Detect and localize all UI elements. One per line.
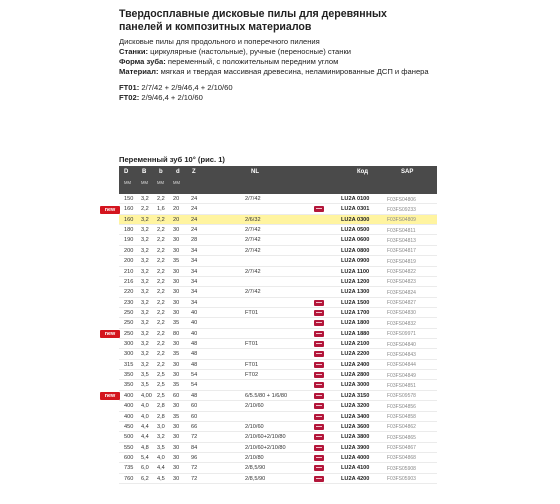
- ft01-value: 2/7/42 + 2/9/46,4 + 2/10/60: [139, 83, 233, 92]
- cell-b: 3,0: [157, 423, 165, 430]
- cell-B: 3,2: [141, 299, 149, 306]
- cell-NL: 2/8,5/90: [245, 475, 266, 482]
- cell-Z: 72: [191, 475, 198, 482]
- cell-NL: 2/8,5/90: [245, 465, 266, 472]
- cell-kod: LU2A 0301: [341, 206, 370, 213]
- table-row: [119, 463, 437, 473]
- cell-Z: 60: [191, 413, 198, 420]
- cell-sap: F03FS04813: [387, 237, 416, 244]
- cell-Z: 40: [191, 320, 198, 327]
- table-row: [119, 401, 437, 411]
- brand-logo-icon: [314, 455, 324, 461]
- header-NL: NL: [251, 169, 259, 175]
- cell-d: 35: [173, 351, 180, 358]
- cell-D: 600: [124, 454, 134, 461]
- cell-d: 35: [173, 413, 180, 420]
- cell-kod: LU2A 4200: [341, 475, 370, 482]
- cell-d: 80: [173, 330, 180, 337]
- cell-kod: LU2A 0900: [341, 258, 370, 265]
- cell-D: 400: [124, 392, 134, 399]
- cell-B: 3,2: [141, 341, 149, 348]
- cell-NL: 2/7/42: [245, 196, 261, 202]
- brand-logo-icon: [314, 372, 324, 378]
- cell-kod: LU2A 3400: [341, 413, 370, 420]
- cell-kod: LU2A 0800: [341, 247, 370, 254]
- cell-d: 60: [173, 392, 180, 399]
- cell-d: 30: [173, 403, 180, 410]
- table-row: [119, 267, 437, 277]
- cell-Z: 66: [191, 423, 198, 430]
- cell-D: 450: [124, 423, 134, 430]
- cell-kod: LU2A 4100: [341, 465, 370, 472]
- cell-Z: 48: [191, 392, 198, 399]
- header-sap: SAP: [401, 169, 414, 175]
- cell-b: 3,2: [157, 434, 165, 441]
- table-row: [119, 287, 437, 297]
- table-row: [119, 360, 437, 370]
- table-row: [119, 277, 437, 287]
- table-row: [119, 204, 437, 214]
- cell-sap: F03FS04817: [387, 248, 416, 255]
- table-title: Переменный зуб 10° (рис. 1): [119, 155, 225, 164]
- cell-B: 4,0: [141, 413, 149, 420]
- cell-kod: LU2A 3900: [341, 444, 370, 451]
- cell-NL: 2/10/60+2/10/80: [245, 444, 286, 451]
- cell-sap: F03FS04867: [387, 445, 416, 452]
- cell-D: 200: [124, 258, 134, 265]
- cell-d: 30: [173, 454, 180, 461]
- new-badge: new: [100, 206, 120, 214]
- cell-NL: 2/7/42: [245, 289, 261, 296]
- cell-D: 250: [124, 330, 134, 337]
- cell-sap: F03FS04819: [387, 258, 416, 265]
- cell-NL: FT01: [245, 361, 259, 368]
- cell-b: 2,5: [157, 382, 165, 389]
- brand-logo-icon: [314, 300, 324, 306]
- cell-kod: LU2A 3200: [341, 403, 370, 410]
- cell-Z: 40: [191, 309, 198, 316]
- cell-D: 315: [124, 361, 134, 368]
- new-badge: new: [100, 392, 120, 400]
- unit-B: MM: [141, 180, 148, 185]
- cell-sap: F03FS04811: [387, 227, 416, 234]
- table-row: [119, 380, 437, 390]
- cell-Z: 54: [191, 382, 198, 389]
- brand-logo-icon: [314, 331, 324, 337]
- cell-sap: F03FS04856: [387, 403, 416, 410]
- cell-kod: LU2A 1800: [341, 320, 370, 327]
- cell-D: 400: [124, 413, 134, 420]
- cell-B: 3,2: [141, 330, 149, 337]
- unit-D: MM: [124, 180, 131, 185]
- material-value: мягкая и твердая массивная древесина, неламинированные ДСП и фанера: [158, 67, 429, 76]
- brand-logo-icon: [314, 310, 324, 316]
- cell-D: 500: [124, 434, 134, 441]
- stanki-value: циркулярные (настольные), ручные (переносные) станки: [148, 47, 352, 56]
- cell-D: 250: [124, 309, 134, 316]
- table-row: [119, 349, 437, 359]
- cell-d: 20: [173, 216, 180, 223]
- cell-kod: LU2A 0500: [341, 227, 370, 234]
- stanki-label: Станки:: [119, 47, 149, 56]
- unit-d: MM: [173, 180, 180, 185]
- brand-logo-icon: [314, 434, 324, 440]
- cell-Z: 72: [191, 434, 198, 441]
- cell-B: 2,2: [141, 206, 149, 213]
- cell-b: 3,5: [157, 444, 165, 451]
- brand-logo-icon: [314, 382, 324, 388]
- cell-NL: 2/10/60: [245, 423, 264, 430]
- cell-D: 350: [124, 382, 134, 389]
- cell-sap: F03FS09578: [387, 393, 416, 400]
- table-row: [119, 422, 437, 432]
- description-material: [119, 67, 429, 77]
- cell-B: 3,2: [141, 289, 149, 296]
- cell-NL: 2/7/42: [245, 237, 261, 244]
- cell-B: 5,4: [141, 454, 149, 461]
- cell-B: 6,0: [141, 465, 149, 472]
- description-stanki: [119, 47, 429, 57]
- forma-value: переменный, с положительным передним углом: [165, 57, 339, 66]
- cell-d: 30: [173, 278, 180, 285]
- cell-d: 30: [173, 423, 180, 430]
- cell-kod: LU2A 2800: [341, 372, 370, 379]
- cell-B: 3,2: [141, 237, 149, 244]
- table-row: [119, 256, 437, 266]
- cell-kod: LU2A 0100: [341, 196, 370, 202]
- cell-d: 30: [173, 268, 180, 275]
- cell-B: 3,2: [141, 320, 149, 327]
- cell-sap: F03FS04840: [387, 341, 416, 348]
- cell-B: 3,2: [141, 216, 149, 223]
- cell-sap: F03FS04862: [387, 424, 416, 431]
- cell-Z: 34: [191, 289, 198, 296]
- cell-sap: F03FS04823: [387, 279, 416, 286]
- cell-D: 550: [124, 444, 134, 451]
- cell-B: 3,2: [141, 196, 149, 202]
- table-row: [119, 194, 437, 204]
- cell-kod: LU2A 2400: [341, 361, 370, 368]
- cell-d: 30: [173, 361, 180, 368]
- cell-D: 735: [124, 465, 134, 472]
- table-row: [119, 391, 437, 401]
- cell-D: 180: [124, 227, 134, 234]
- cell-sap: F03FS04844: [387, 362, 416, 369]
- ft02-value: 2/9/46,4 + 2/10/60: [139, 93, 203, 102]
- cell-b: 2,5: [157, 372, 165, 379]
- ft01-label: FT01:: [119, 83, 140, 92]
- cell-d: 20: [173, 196, 180, 202]
- cell-d: 30: [173, 434, 180, 441]
- cell-D: 200: [124, 247, 134, 254]
- forma-label: Форма зуба:: [119, 57, 166, 66]
- cell-b: 2,2: [157, 278, 165, 285]
- cell-Z: 24: [191, 206, 198, 213]
- table-row: [119, 329, 437, 339]
- cell-B: 3,2: [141, 309, 149, 316]
- cell-NL: 2/7/42: [245, 268, 261, 275]
- cell-b: 4,4: [157, 465, 165, 472]
- cell-NL: FT01: [245, 309, 259, 316]
- brand-logo-icon: [314, 414, 324, 420]
- cell-NL: 2/6/32: [245, 216, 261, 223]
- cell-b: 2,2: [157, 351, 165, 358]
- cell-b: 2,2: [157, 216, 165, 223]
- cell-Z: 34: [191, 278, 198, 285]
- description-line: Дисковые пилы для продольного и поперечного пиления: [119, 37, 320, 46]
- cell-b: 2,8: [157, 403, 165, 410]
- cell-NL: 2/10/60+2/10/80: [245, 434, 286, 441]
- cell-NL: FT02: [245, 372, 259, 379]
- material-label: Материал:: [119, 67, 159, 76]
- cell-Z: 60: [191, 403, 198, 410]
- cell-D: 300: [124, 351, 134, 358]
- cell-Z: 24: [191, 196, 198, 202]
- cell-sap: F03FS04824: [387, 289, 416, 296]
- cell-B: 3,2: [141, 258, 149, 265]
- cell-b: 4,0: [157, 454, 165, 461]
- table-row: [119, 246, 437, 256]
- table-row: [119, 443, 437, 453]
- cell-b: 2,2: [157, 299, 165, 306]
- cell-b: 2,2: [157, 341, 165, 348]
- code-ft02: [119, 93, 233, 103]
- cell-NL: 2/10/80: [245, 454, 264, 461]
- cell-kod: LU2A 1880: [341, 330, 370, 337]
- cell-kod: LU2A 2100: [341, 341, 370, 348]
- cell-d: 35: [173, 320, 180, 327]
- brand-logo-icon: [314, 465, 324, 471]
- brand-logo-icon: [314, 476, 324, 482]
- code-ft01: [119, 83, 233, 93]
- cell-sap: F03FS04827: [387, 300, 416, 307]
- cell-B: 3,2: [141, 278, 149, 285]
- cell-B: 4,0: [141, 403, 149, 410]
- cell-sap: F03FS04843: [387, 351, 416, 358]
- description: [119, 37, 429, 77]
- cell-d: 30: [173, 309, 180, 316]
- cell-Z: 34: [191, 258, 198, 265]
- cell-B: 3,2: [141, 268, 149, 275]
- cell-Z: 28: [191, 237, 198, 244]
- brand-logo-icon: [314, 206, 324, 212]
- cell-D: 210: [124, 268, 134, 275]
- cell-D: 160: [124, 216, 134, 223]
- cell-D: 220: [124, 289, 134, 296]
- cell-b: 2,2: [157, 247, 165, 254]
- header-b: b: [159, 169, 163, 175]
- table-row: [119, 308, 437, 318]
- cell-B: 3,2: [141, 351, 149, 358]
- cell-B: 4,8: [141, 444, 149, 451]
- table-row: [119, 474, 437, 484]
- cell-kod: LU2A 1200: [341, 278, 370, 285]
- cell-d: 35: [173, 258, 180, 265]
- table-row: [119, 412, 437, 422]
- cell-D: 350: [124, 372, 134, 379]
- cell-sap: F03FS04868: [387, 455, 416, 462]
- cell-b: 2,2: [157, 330, 165, 337]
- table-header: [119, 166, 437, 194]
- cell-D: 230: [124, 299, 134, 306]
- table-row: [119, 298, 437, 308]
- cell-sap: F03FS05908: [387, 465, 416, 472]
- table-row: [119, 225, 437, 235]
- cell-b: 4,5: [157, 475, 165, 482]
- cell-d: 35: [173, 382, 180, 389]
- cell-B: 4,4: [141, 423, 149, 430]
- cell-B: 3,2: [141, 247, 149, 254]
- cell-d: 30: [173, 237, 180, 244]
- tooth-codes: [119, 83, 233, 103]
- cell-D: 250: [124, 320, 134, 327]
- cell-sap: F03FS04865: [387, 434, 416, 441]
- cell-b: 1,6: [157, 206, 165, 213]
- cell-Z: 34: [191, 299, 198, 306]
- cell-kod: LU2A 1500: [341, 299, 370, 306]
- cell-sap: F03FS09233: [387, 206, 416, 213]
- cell-b: 2,2: [157, 289, 165, 296]
- cell-d: 30: [173, 227, 180, 234]
- brand-logo-icon: [314, 445, 324, 451]
- cell-b: 2,2: [157, 196, 165, 202]
- brand-logo-icon: [314, 341, 324, 347]
- cell-sap: F03FS09971: [387, 331, 416, 338]
- cell-b: 2,2: [157, 320, 165, 327]
- cell-sap: F03FS04806: [387, 196, 416, 203]
- table-row: [119, 432, 437, 442]
- cell-sap: F03FS04858: [387, 414, 416, 421]
- cell-D: 216: [124, 278, 134, 285]
- cell-d: 30: [173, 289, 180, 296]
- brand-logo-icon: [314, 393, 324, 399]
- table-row: [119, 215, 437, 225]
- cell-NL: FT01: [245, 341, 259, 348]
- cell-sap: F03FS04851: [387, 382, 416, 389]
- cell-B: 6,2: [141, 475, 149, 482]
- cell-Z: 24: [191, 216, 198, 223]
- cell-d: 20: [173, 206, 180, 213]
- brand-logo-icon: [314, 403, 324, 409]
- cell-sap: F03FS04849: [387, 372, 416, 379]
- cell-b: 2,2: [157, 237, 165, 244]
- cell-Z: 34: [191, 268, 198, 275]
- header-d: d: [176, 169, 180, 175]
- cell-Z: 48: [191, 351, 198, 358]
- cell-D: 190: [124, 237, 134, 244]
- cell-d: 30: [173, 341, 180, 348]
- cell-b: 2,8: [157, 413, 165, 420]
- cell-NL: 2/10/60: [245, 403, 264, 410]
- cell-b: 2,5: [157, 392, 165, 399]
- cell-D: 300: [124, 341, 134, 348]
- table-row: [119, 318, 437, 328]
- cell-kod: LU2A 4000: [341, 454, 370, 461]
- cell-Z: 54: [191, 372, 198, 379]
- table-body: [119, 194, 437, 484]
- cell-Z: 24: [191, 227, 198, 234]
- cell-d: 30: [173, 372, 180, 379]
- cell-b: 2,2: [157, 361, 165, 368]
- header-D: D: [124, 169, 129, 175]
- cell-B: 3,2: [141, 227, 149, 234]
- cell-d: 30: [173, 299, 180, 306]
- cell-NL: 2/7/42: [245, 227, 261, 234]
- cell-Z: 48: [191, 341, 198, 348]
- cell-sap: F03FS04822: [387, 269, 416, 276]
- description-forma: [119, 57, 429, 67]
- cell-b: 2,2: [157, 227, 165, 234]
- cell-D: 150: [124, 196, 134, 202]
- cell-kod: LU2A 0300: [341, 216, 370, 223]
- cell-Z: 84: [191, 444, 198, 451]
- cell-NL: 2/7/42: [245, 247, 261, 254]
- cell-B: 3,5: [141, 372, 149, 379]
- table-row: [119, 370, 437, 380]
- cell-kod: LU2A 3600: [341, 423, 370, 430]
- cell-d: 30: [173, 465, 180, 472]
- cell-kod: LU2A 3000: [341, 382, 370, 389]
- brand-logo-icon: [314, 320, 324, 326]
- table-row: [119, 453, 437, 463]
- cell-NL: 6/5.5/80 + 1/6/80: [245, 392, 288, 399]
- cell-d: 30: [173, 475, 180, 482]
- cell-d: 30: [173, 444, 180, 451]
- cell-b: 2,2: [157, 268, 165, 275]
- cell-kod: LU2A 1300: [341, 289, 370, 296]
- cell-kod: LU2A 3150: [341, 392, 370, 399]
- page-title: Твердосплавные дисковые пилы для деревянных панелей и композитных материалов: [119, 8, 387, 33]
- cell-sap: F03FS04830: [387, 310, 416, 317]
- table-row: [119, 339, 437, 349]
- cell-kod: LU2A 1100: [341, 268, 370, 275]
- cell-kod: LU2A 0600: [341, 237, 370, 244]
- cell-D: 760: [124, 475, 134, 482]
- brand-logo-icon: [314, 351, 324, 357]
- table-row: [119, 235, 437, 245]
- new-badge: new: [100, 330, 120, 338]
- cell-kod: LU2A 1700: [341, 309, 370, 316]
- cell-b: 2,2: [157, 309, 165, 316]
- cell-D: 160: [124, 206, 134, 213]
- cell-sap: F03FS04809: [387, 217, 416, 224]
- ft02-label: FT02:: [119, 93, 140, 102]
- cell-B: 4,00: [141, 392, 152, 399]
- cell-Z: 48: [191, 361, 198, 368]
- header-B: B: [142, 169, 147, 175]
- cell-Z: 96: [191, 454, 198, 461]
- brand-logo-icon: [314, 424, 324, 430]
- cell-b: 2,2: [157, 258, 165, 265]
- cell-sap: F03FS05903: [387, 476, 416, 483]
- cell-D: 400: [124, 403, 134, 410]
- header-Z: Z: [192, 169, 196, 175]
- cell-d: 30: [173, 247, 180, 254]
- cell-Z: 34: [191, 247, 198, 254]
- cell-kod: LU2A 2200: [341, 351, 370, 358]
- cell-Z: 40: [191, 330, 198, 337]
- cell-B: 4,4: [141, 434, 149, 441]
- cell-kod: LU2A 3800: [341, 434, 370, 441]
- unit-b: MM: [157, 180, 164, 185]
- cell-B: 3,5: [141, 382, 149, 389]
- cell-sap: F03FS04832: [387, 320, 416, 327]
- cell-B: 3,2: [141, 361, 149, 368]
- cell-Z: 72: [191, 465, 198, 472]
- header-kod: Код: [357, 169, 369, 175]
- brand-logo-icon: [314, 362, 324, 368]
